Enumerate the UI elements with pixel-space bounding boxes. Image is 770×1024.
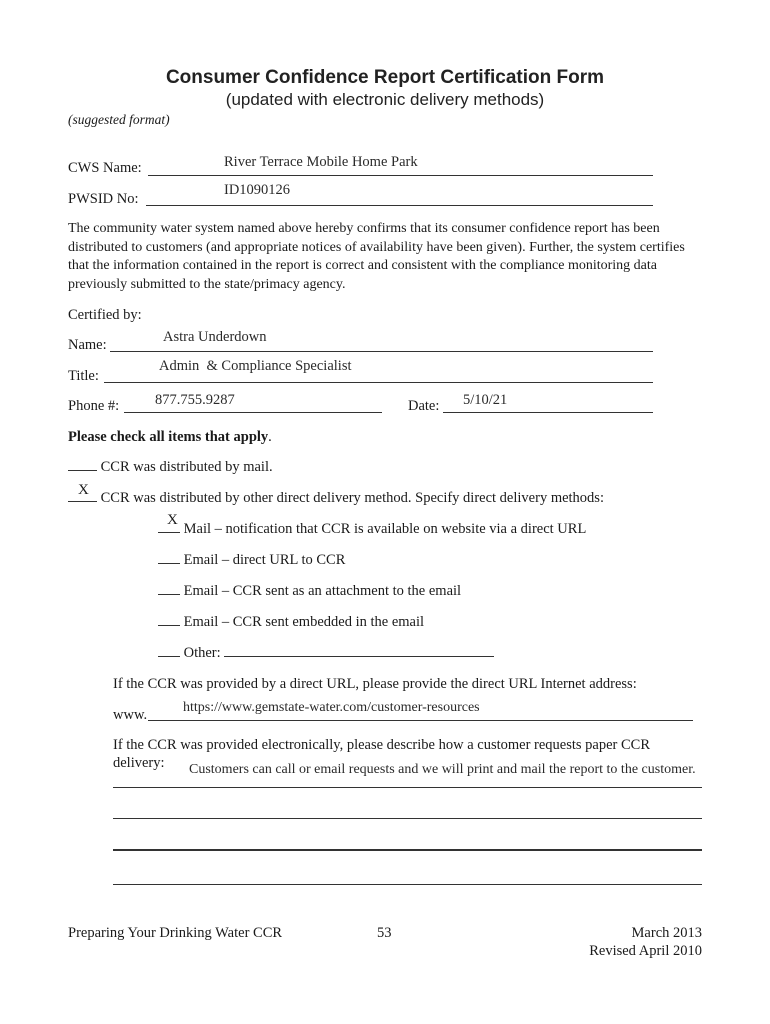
sub-email-embed-row (158, 614, 424, 631)
footer-date: March 2013 (631, 925, 702, 941)
mail-checkbox[interactable] (68, 470, 97, 471)
sub-mail-row (158, 521, 586, 538)
answer-line-3 (113, 849, 702, 851)
name-field-line (110, 351, 653, 352)
title-field[interactable]: Admin & Compliance Specialist (159, 358, 352, 374)
sub-mail-checkmark[interactable]: X (167, 512, 178, 528)
certification-paragraph: The community water system named above hereby confirms that its consumer confidence report has been distributed to customers (and appropriate notices of availability have been given). Further, the system certifies that the information contained in the report is correct and consistent with the compliance monitoring data previously submitted to the state/primacy agency. (68, 221, 685, 292)
sub-other-row (158, 645, 494, 662)
certified-by-label: Certified by: (68, 307, 142, 323)
paper-question-line1: If the CCR was provided electronically, please describe how a customer requests paper CCR (113, 737, 651, 753)
url-field[interactable]: https://www.gemstate-water.com/customer-resources (183, 700, 480, 715)
footer-page-number: 53 (377, 925, 392, 941)
answer-line-2 (113, 818, 702, 819)
footer-left: Preparing Your Drinking Water CCR (68, 925, 283, 941)
sub-email-attach-checkbox[interactable] (158, 594, 180, 595)
mail-item-label: CCR was distributed by mail. (100, 459, 273, 475)
pwsid-field[interactable]: ID1090126 (224, 182, 291, 198)
check-heading: Please check all items that apply. (68, 429, 272, 445)
title-label: Title: (68, 368, 99, 384)
sub-email-embed-label: Email – CCR sent embedded in the email (183, 614, 425, 630)
title-field-line (104, 382, 653, 383)
sub-other-checkbox[interactable] (158, 656, 180, 657)
phone-field[interactable]: 877.755.9287 (155, 392, 235, 408)
other-direct-checkbox-row (68, 490, 604, 507)
sub-email-url-checkbox[interactable] (158, 563, 180, 564)
date-label: Date: (408, 398, 440, 414)
suggested-format-note: (suggested format) (68, 112, 170, 127)
sub-email-url-row (158, 552, 345, 569)
pwsid-field-line (146, 205, 653, 206)
answer-line-1 (113, 787, 702, 788)
form-subtitle: (updated with electronic delivery methods) (225, 90, 545, 109)
sub-email-attach-label: Email – CCR sent as an attachment to the email (183, 583, 462, 599)
sub-other-label: Other: (183, 645, 221, 661)
sub-mail-label: Mail – notification that CCR is available on website via a direct URL (183, 521, 587, 537)
sub-email-url-label: Email – direct URL to CCR (183, 552, 346, 568)
other-direct-checkbox[interactable] (68, 501, 97, 502)
footer-revised: Revised April 2010 (589, 943, 702, 959)
sub-other-field[interactable] (224, 656, 494, 657)
paper-answer-field[interactable]: Customers can call or email requests and we will print and mail the report to the customer. (189, 762, 696, 777)
date-field[interactable]: 5/10/21 (463, 392, 508, 408)
sub-mail-checkbox[interactable] (158, 532, 180, 533)
cws-name-label: CWS Name: (68, 160, 142, 176)
sub-email-attach-row (158, 583, 461, 600)
phone-label: Phone #: (68, 398, 120, 414)
url-question: If the CCR was provided by a direct URL, please provide the direct URL Internet address: (113, 676, 637, 692)
date-field-line (443, 412, 653, 413)
phone-field-line (124, 412, 382, 413)
url-field-line (148, 720, 693, 721)
other-direct-item-label: CCR was distributed by other direct delivery method. Specify direct delivery methods: (100, 490, 604, 506)
mail-checkbox-row (68, 459, 273, 476)
name-label: Name: (68, 337, 107, 353)
cws-name-field-line (148, 175, 653, 176)
form-title: Consumer Confidence Report Certification Form (165, 67, 605, 88)
name-field[interactable]: Astra Underdown (163, 329, 267, 345)
paper-question-line2: delivery: (113, 755, 165, 771)
answer-line-4 (113, 884, 702, 885)
pwsid-label: PWSID No: (68, 191, 139, 207)
sub-email-embed-checkbox[interactable] (158, 625, 180, 626)
url-prefix: www. (113, 707, 148, 723)
other-direct-checkmark[interactable]: X (78, 482, 89, 498)
cws-name-field[interactable]: River Terrace Mobile Home Park (224, 154, 418, 170)
